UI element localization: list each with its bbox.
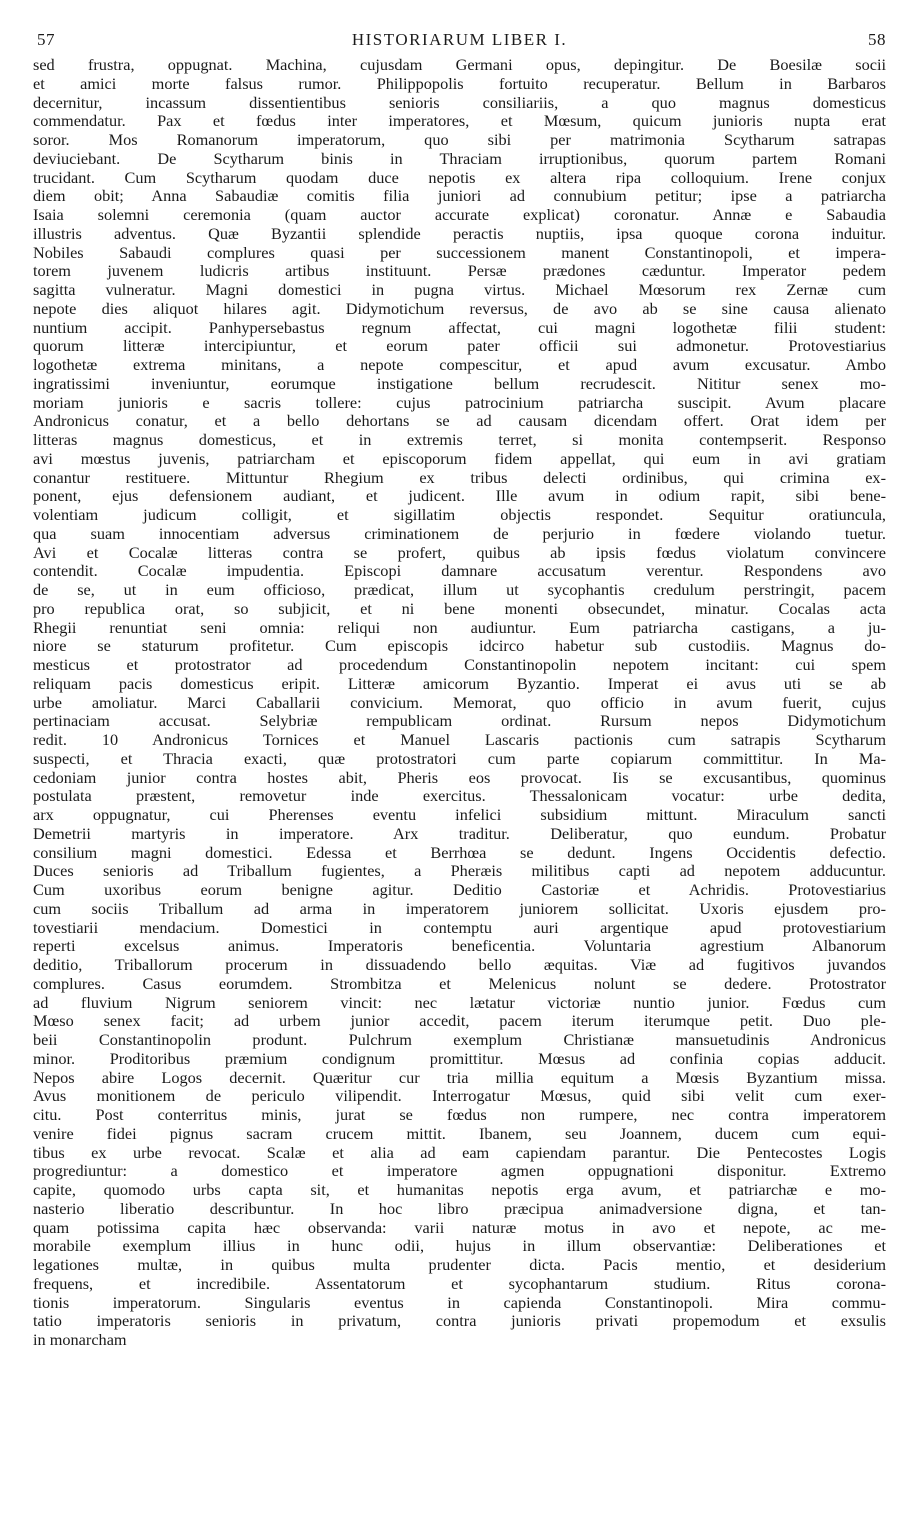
text-line: Nepos abire Logos decernit. Quæritur cur tria millia equitum a Mœsis Byzantium missa. bbox=[33, 1068, 886, 1087]
summary-paragraph bbox=[33, 56, 886, 1350]
page-number-right: 58 bbox=[868, 30, 886, 49]
text-line: deviuciebant. De Scytharum binis in Thraciam irruptionibus, quorum partem Romani bbox=[33, 149, 886, 168]
text-line: redit. 10 Andronicus Tornices et Manuel Lascaris pactionis cum satrapis Scytharum bbox=[33, 731, 886, 749]
text-line: Duces senioris ad Triballum fugientes, a Pheræis militibus capti ad nepotem adducuntur. bbox=[33, 862, 886, 881]
text-line: arx oppugnatur, cui Pherenses eventu infelici subsidium mittunt. Miraculum sancti bbox=[33, 806, 886, 824]
text-line: postulata præstent, removetur inde exercitus. Thessalonicam vocatur: urbe dedita, bbox=[33, 787, 886, 806]
text-line: frequens, et incredibile. Assentatorum et sycophantarum studium. Ritus corona- bbox=[33, 1274, 886, 1293]
text-line: citu. Post conterritus minis, jurat se fœdus non rumpere, nec contra imperatorem bbox=[33, 1106, 886, 1124]
text-line: reperti excelsus animus. Imperatoris beneficentia. Voluntaria agrestium Albanorum bbox=[33, 937, 886, 956]
text-line: avi mœstus juvenis, patriarcham et episcoporum fidem appellat, qui eum in avi gratiam bbox=[33, 449, 886, 468]
text-line: Mœso senex facit; ad urbem junior accedit, pacem iterum iterumque petit. Duo ple- bbox=[33, 1012, 886, 1031]
text-line: Avus monitionem de periculo vilipendit. Interrogatur Mœsus, quid sibi velit cum exer- bbox=[33, 1087, 886, 1106]
text-line: sed frustra, oppugnat. Machina, cujusdam Germani opus, depingitur. De Boesilæ socii bbox=[33, 56, 886, 74]
text-line: nuntium accipit. Panhypersebastus regnum affectat, cui magni logothetæ filii student: bbox=[33, 318, 886, 337]
text-line: mesticus et protostrator ad procedendum Constantinopolin nepotem incitant: cui spem bbox=[33, 656, 886, 674]
text-line: tatio imperatoris senioris in privatum, contra junioris privati propemodum et exsulis bbox=[33, 1312, 886, 1331]
page-number-left: 57 bbox=[37, 30, 55, 49]
text-line: decernitur, incassum dissentientibus senioris consiliariis, a quo magnus domesticus bbox=[33, 93, 886, 112]
text-line: nasterio liberatio describuntur. In hoc libro præcipua animadversione digna, et tan- bbox=[33, 1199, 886, 1218]
running-title: HISTORIARUM LIBER I. bbox=[351, 30, 568, 49]
text-line: litteras magnus domesticus, et in extremis terret, si monita contempserit. Responso bbox=[33, 431, 886, 449]
text-line: cum sociis Triballum ad arma in imperatorem juniorem sollicitat. Uxoris ejusdem pro- bbox=[33, 899, 886, 918]
text-line: niore se staturum profitetur. Cum episcopis idcirco habetur sub custodiis. Magnus do- bbox=[33, 637, 886, 656]
text-line: consilium magni domestici. Edessa et Berrhœa se dedunt. Ingens Occidentis defectio. bbox=[33, 843, 886, 862]
text-line: Cum uxoribus eorum benigne agitur. Deditio Castoriæ et Achridis. Protovestiarius bbox=[33, 881, 886, 899]
text-line: et amici morte falsus rumor. Philippopolis fortuito recuperatur. Bellum in Barbaros bbox=[33, 74, 886, 93]
text-line: illustris adventus. Quæ Byzantii splendide peractis nuptiis, ipsa quoque corona induitur. bbox=[33, 224, 886, 243]
text-line: quorum litteræ intercipiuntur, et eorum pater officii sui admonetur. Protovestiarius bbox=[33, 337, 886, 356]
text-line: cedoniam junior contra hostes abit, Pheris eos provocat. Iis se excusantibus, quominus bbox=[33, 768, 886, 787]
page bbox=[33, 30, 886, 1350]
text-line: logothetæ extrema minitans, a nepote compescitur, et apud avum excusatur. Ambo bbox=[33, 356, 886, 374]
text-line: deditio, Triballorum procerum in dissuadendo bello æquitas. Viæ ad fugitivos juvandos bbox=[33, 956, 886, 974]
text-line: pro republica orat, so subjicit, et ni bene monenti obsecundet, minatur. Cocalas acta bbox=[33, 599, 886, 618]
running-head bbox=[33, 30, 886, 56]
text-line: capite, quomodo urbs capta sit, et humanitas nepotis erga avum, et patriarchæ e mo- bbox=[33, 1181, 886, 1199]
text-line: Demetrii martyris in imperatore. Arx traditur. Deliberatur, quo eundum. Probatur bbox=[33, 824, 886, 843]
text-line: contendit. Cocalæ impudentia. Episcopi damnare accusatum verentur. Respondens avo bbox=[33, 562, 886, 581]
text-line: nepote dies aliquot hilares agit. Didymotichum reversus, de avo ab se sine causa alienato bbox=[33, 299, 886, 318]
text-line: torem juvenem ludicris artibus instituunt. Persæ prædones cæduntur. Imperator pedem bbox=[33, 262, 886, 281]
text-line: volentiam judicum colligit, et sigillatim objectis respondet. Sequitur oratiuncula, bbox=[33, 506, 886, 524]
text-line: quam potissima capita hæc observanda: varii naturæ motus in avo et nepote, ac me- bbox=[33, 1218, 886, 1237]
text-line: trucidant. Cum Scytharum quodam duce nepotis ex altera ripa colloquium. Irene conjux bbox=[33, 168, 886, 187]
text-line: in monarcham bbox=[33, 1331, 127, 1349]
text-line: minor. Proditoribus præmium condignum promittitur. Mœsus ad confinia copias adducit. bbox=[33, 1049, 886, 1068]
text-line: venire fidei pignus sacram crucem mittit. Ibanem, seu Joannem, ducem cum equi- bbox=[33, 1124, 886, 1143]
text-line: Nobiles Sabaudi complures quasi per successionem manent Constantinopoli, et impera- bbox=[33, 243, 886, 262]
text-line: de se, ut in eum officioso, prædicat, illum ut sycophantis credulum perstringit, pacem bbox=[33, 581, 886, 599]
text-line: ingratissimi inveniuntur, eorumque instigatione bellum recrudescit. Nititur senex mo- bbox=[33, 374, 886, 393]
text-line: progrediuntur: a domestico et imperatore agmen oppugnationi disponitur. Extremo bbox=[33, 1162, 886, 1181]
text-line: Rhegii renuntiat seni omnia: reliqui non audiuntur. Eum patriarcha castigans, a ju- bbox=[33, 618, 886, 637]
text-line: Isaia solemni ceremonia (quam auctor accurate explicat) coronatur. Annæ e Sabaudia bbox=[33, 206, 886, 224]
text-line: commendatur. Pax et fœdus inter imperatores, et Mœsum, quicum junioris nupta erat bbox=[33, 112, 886, 131]
text-line: reliquam pacis domesticus eripit. Litteræ amicorum Byzantio. Imperat ei avus uti se ab bbox=[33, 674, 886, 693]
text-line: ponent, ejus defensionem audiant, et judicent. Ille avum in odium rapit, sibi bene- bbox=[33, 487, 886, 506]
text-line: urbe amoliatur. Marci Caballarii convicium. Memorat, quo officio in avum fuerit, cujus bbox=[33, 693, 886, 712]
text-line: suspecti, et Thracia exacti, quæ protostratori cum parte copiarum committitur. In Ma- bbox=[33, 749, 886, 768]
text-line: tovestiarii mendacium. Domestici in contemptu auri argentique apud protovestiarium bbox=[33, 918, 886, 937]
text-line: conantur restituere. Mittuntur Rhegium ex tribus delecti ordinibus, qui crimina ex- bbox=[33, 468, 886, 487]
text-line: tionis imperatorum. Singularis eventus in capienda Constantinopoli. Mira commu- bbox=[33, 1293, 886, 1312]
text-line: soror. Mos Romanorum imperatorum, quo sibi per matrimonia Scytharum satrapas bbox=[33, 131, 886, 149]
text-line: morabile exemplum illius in hunc odii, hujus in illum observantiæ: Deliberationes et bbox=[33, 1237, 886, 1256]
text-line: Andronicus conatur, et a bello dehortans se ad causam dicendam offert. Orat idem per bbox=[33, 412, 886, 431]
text-line: beii Constantinopolin produnt. Pulchrum exemplum Christianæ mansuetudinis Andronicus bbox=[33, 1031, 886, 1049]
text-line: tibus ex urbe revocat. Scalæ et alia ad eam capiendam parantur. Die Pentecostes Logis bbox=[33, 1143, 886, 1162]
text-line: moriam junioris e sacris tollere: cujus patrocinium patriarcha suscipit. Avum placare bbox=[33, 393, 886, 412]
text-line: complures. Casus eorumdem. Strombitza et Melenicus nolunt se dedere. Protostrator bbox=[33, 974, 886, 993]
text-line: Avi et Cocalæ litteras contra se profert, quibus ab ipsis fœdus violatum convincere bbox=[33, 543, 886, 562]
text-line: legationes multæ, in quibus multa prudenter dicta. Pacis mentio, et desiderium bbox=[33, 1256, 886, 1274]
text-line: qua suam innocentiam adversus criminationem de perjurio in fœdere violando tuetur. bbox=[33, 524, 886, 543]
text-line: sagitta vulneratur. Magni domestici in pugna virtus. Michael Mœsorum rex Zernæ cum bbox=[33, 281, 886, 299]
text-line: diem obit; Anna Sabaudiæ comitis filia juniori ad connubium petitur; ipse a patriarcha bbox=[33, 187, 886, 206]
text-line: ad fluvium Nigrum seniorem vincit: nec lætatur victoriæ nuntio junior. Fœdus cum bbox=[33, 993, 886, 1012]
text-line: pertinaciam accusat. Selybriæ rempublicam ordinat. Rursum nepos Didymotichum bbox=[33, 712, 886, 731]
